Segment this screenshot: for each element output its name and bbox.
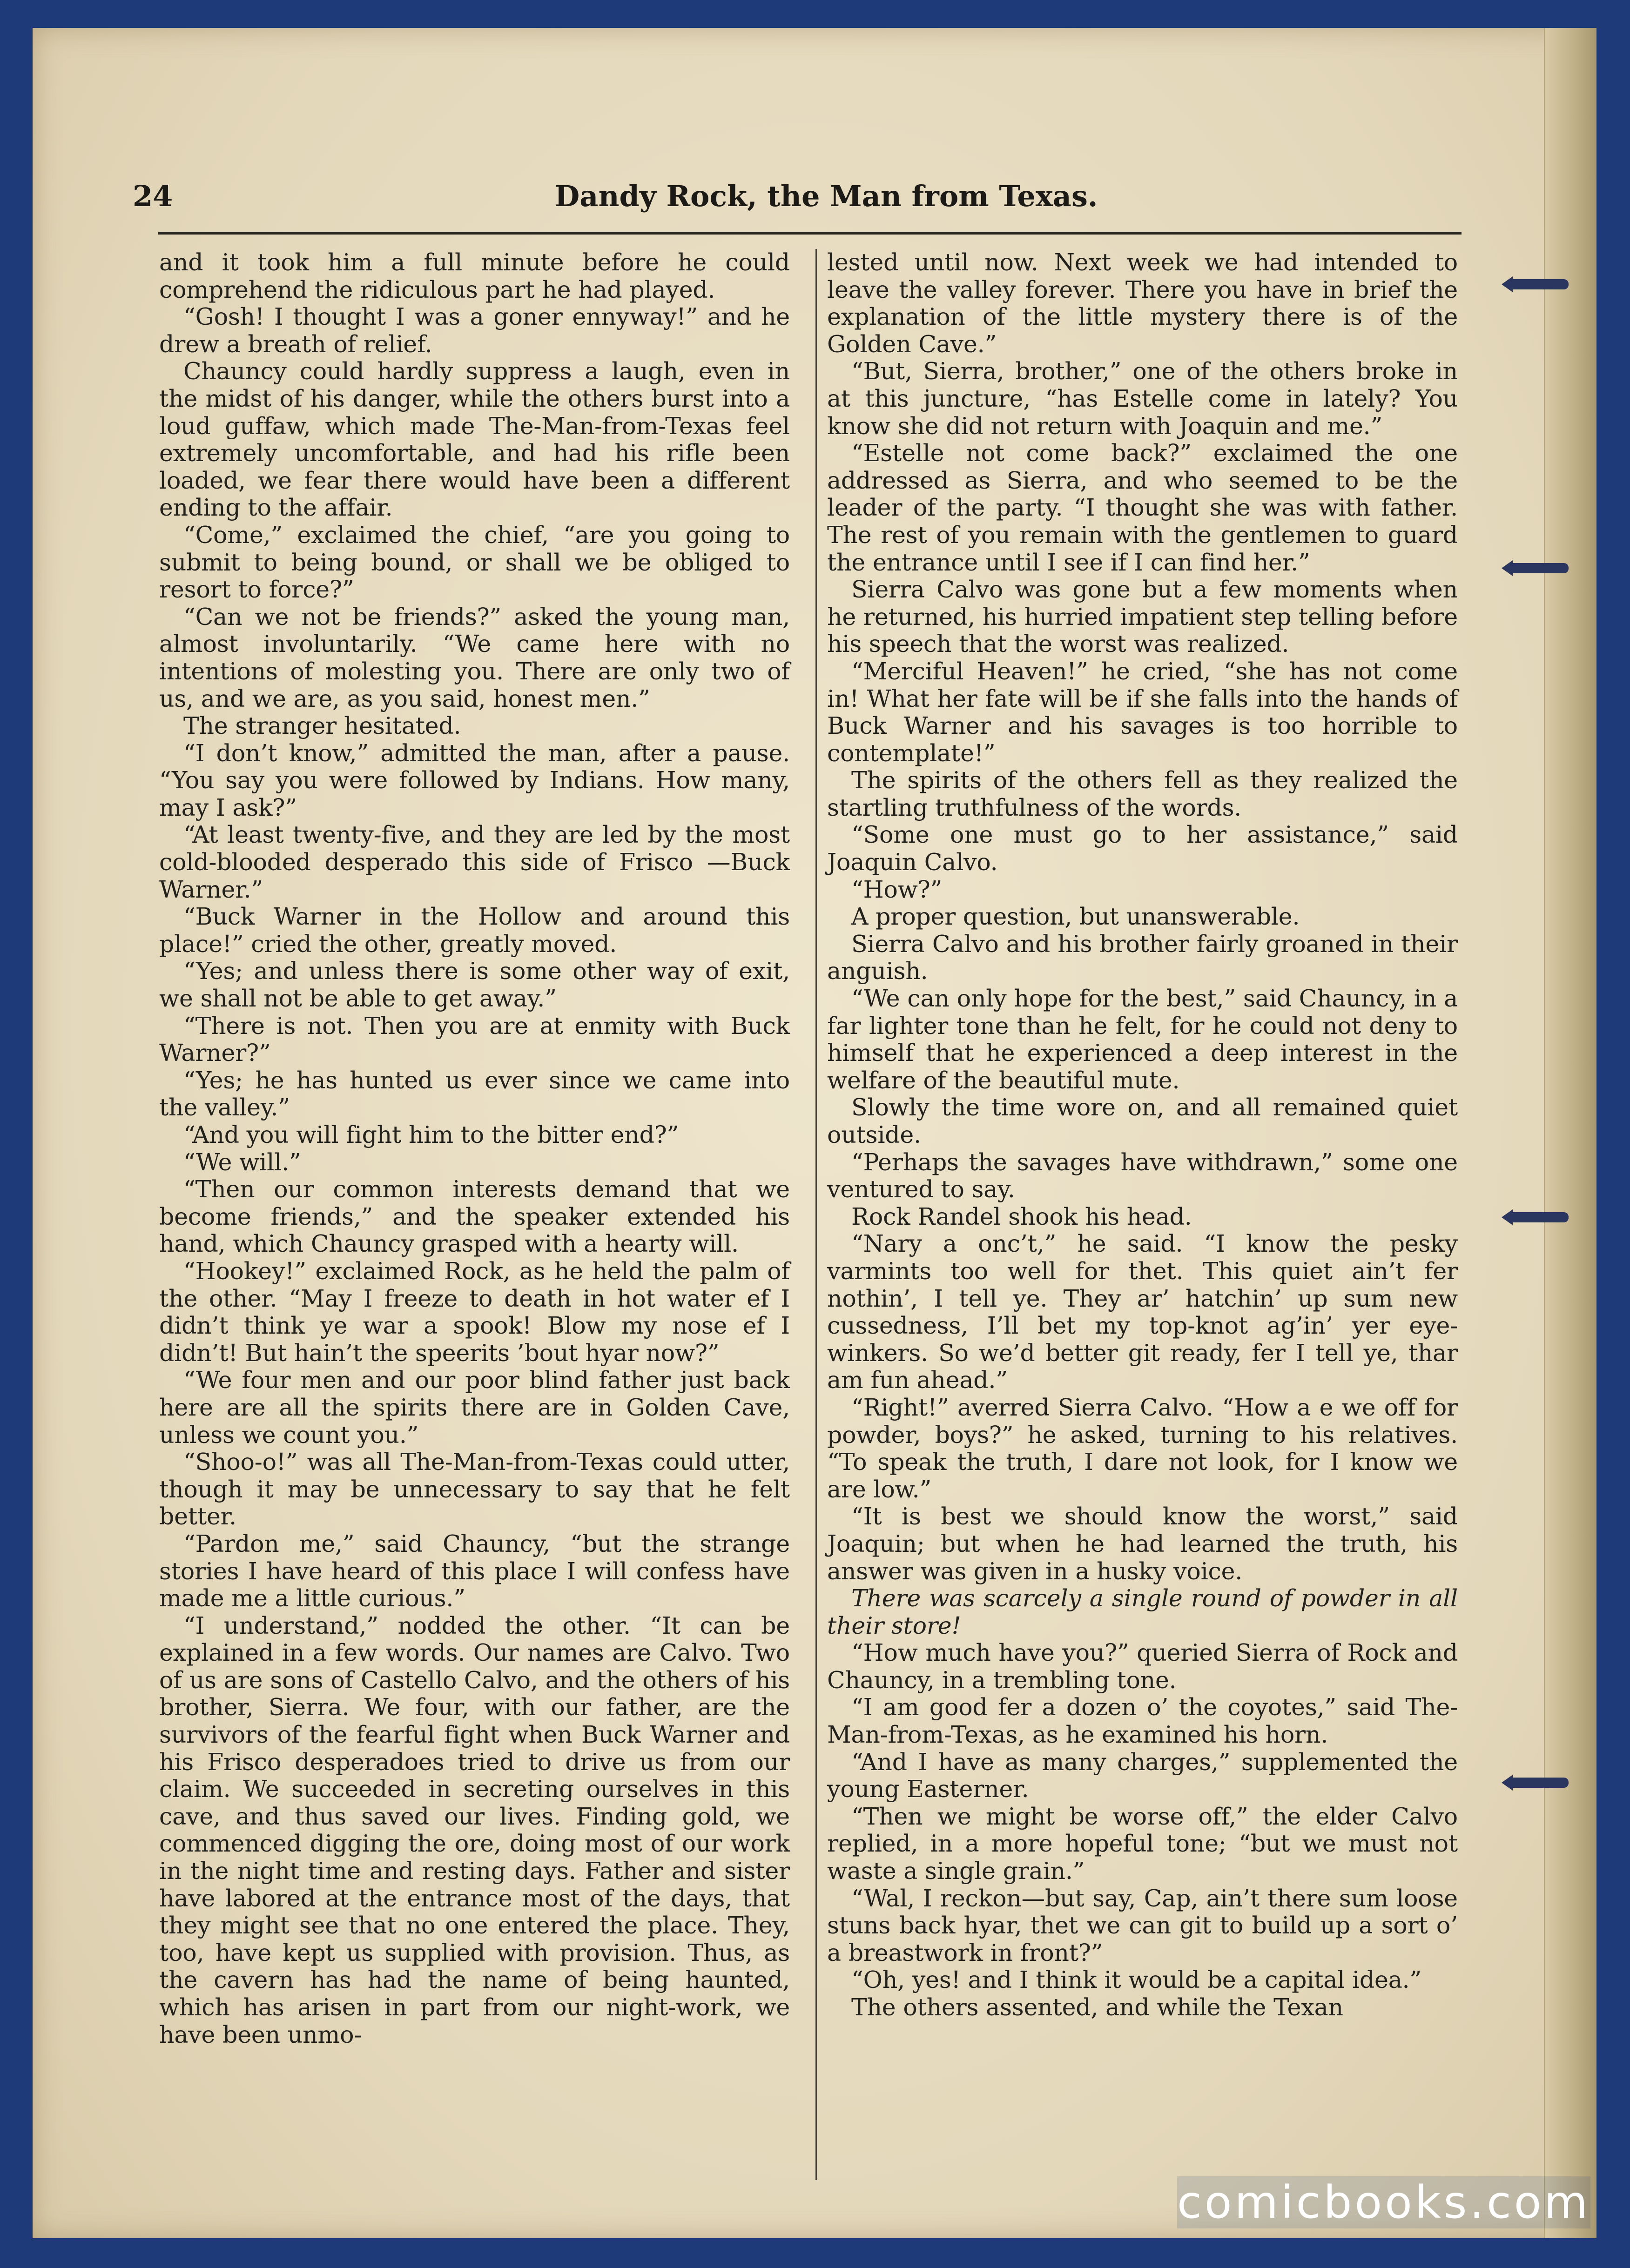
binding-stitch [1508, 279, 1569, 289]
paragraph: “Wal, I reckon—but say, Cap, ain’t there sum loose stuns back hyar, thet we can git to build up a sort o’ a breastwork in front?” [827, 1884, 1458, 1966]
paragraph: “How much have you?” queried Sierra of Rock and Chauncy, in a trembling tone. [827, 1639, 1458, 1694]
paragraph: The spirits of the others fell as they realized the startling truthfulness of the words. [827, 766, 1458, 821]
paragraph: “Yes; and unless there is some other way of exit, we shall not be able to get away.” [159, 957, 790, 1013]
paragraph: “I am good fer a dozen o’ the coyotes,” said The-Man-from-Texas, as he examined his horn. [827, 1693, 1458, 1749]
paragraph: “Hookey!” exclaimed Rock, as he held the palm of the other. “May I freeze to death in hot water ef I didn’t think ye war a spook! Blow my nose ef I didn’t! But hain’t the speerits ’bout hyar now?” [159, 1257, 790, 1367]
paragraph: A proper question, but unanswerable. [851, 903, 1300, 931]
paragraph: “At least twenty-five, and they are led by the most cold-blooded desperado this side of Frisco —Buck Warner.” [159, 821, 790, 903]
paragraph: Rock Randel shook his head. [851, 1202, 1192, 1230]
running-title: Dandy Rock, the Man from Texas. [554, 179, 1098, 213]
left-column [159, 249, 790, 2048]
paragraph: “Oh, yes! and I think it would be a capital idea.” [851, 1966, 1422, 1994]
binding-spine [1544, 28, 1596, 2238]
paragraph: and it took him a full minute before he could comprehend the ridiculous part he had played. [159, 248, 790, 303]
paragraph: “Shoo-o!” was all The-Man-from-Texas could utter, though it may be unnecessary to say that he felt better. [159, 1448, 790, 1530]
paragraph: The others assented, and while the Texan [851, 1993, 1343, 2021]
book-page [33, 28, 1596, 2238]
binding-stitch [1508, 563, 1569, 573]
paragraph: “Estelle not come back?” exclaimed the one addressed as Sierra, and who seemed to be the leader of the party. “I thought she was with father. The rest of you remain with the gentlemen to guard the entrance until I see if I can find her.” [827, 439, 1458, 576]
paragraph: “Buck Warner in the Hollow and around this place!” cried the other, greatly moved. [159, 903, 790, 958]
paragraph: “Yes; he has hunted us ever since we came into the valley.” [159, 1066, 790, 1121]
paragraph: “Some one must go to her assistance,” said Joaquin Calvo. [827, 821, 1458, 876]
right-column [827, 249, 1458, 2021]
paragraph: “How?” [851, 875, 943, 903]
paragraph: “Right!” averred Sierra Calvo. “How a e we off for powder, boys?” he asked, turning to his relatives. “To speak the truth, I dare not look, for I know we are low.” [827, 1393, 1458, 1503]
paragraph: “We will.” [183, 1148, 301, 1176]
header-rule [158, 232, 1462, 235]
paragraph: “Come,” exclaimed the chief, “are you going to submit to being bound, or shall we be obliged to resort to force?” [159, 521, 790, 604]
paragraph: Sierra Calvo and his brother fairly groaned in their anguish. [827, 930, 1458, 985]
paragraph: “I understand,” nodded the other. “It can be explained in a few words. Our names are Calvo. Two of us are sons of Castello Calvo, and the others of his brother, Sierra. We four, with our father, are the survivors of the fearful fight when Buck Warner and his Frisco desperadoes tried to drive us from our claim. We succeeded in secreting ourselves in this cave, and thus saved our lives. Finding gold, we commenced digging the ore, doing most of our work in the night time and resting days. Father and sister have labored at the entrance most of the days, that they might see that no one entered the place. They, too, have kept us supplied with provision. Thus, as the cavern has had the name of being haunted, which has arisen in part from our night-work, we have been unmo- [159, 1611, 790, 2048]
paragraph: The stranger hesitated. [183, 712, 461, 740]
paragraph: “And I have as many charges,” supplemented the young Easterner. [827, 1748, 1458, 1803]
paragraph: Sierra Calvo was gone but a few moments when he returned, his hurried impatient step telling before his speech that the worst was realized. [827, 576, 1458, 658]
site-watermark: comicbooks.com [1177, 2176, 1590, 2228]
paragraph: Slowly the time wore on, and all remained quiet outside. [827, 1094, 1458, 1148]
paragraph: “But, Sierra, brother,” one of the others broke in at this juncture, “has Estelle come in lately? You know she did not return with Joaquin and me.” [827, 357, 1458, 440]
paragraph: “And you will fight him to the bitter end?” [183, 1121, 679, 1148]
paragraph: “Merciful Heaven!” he cried, “she has not come in! What her fate will be if she falls into the hands of Buck Warner and his savages is too horrible to contemplate!” [827, 657, 1458, 767]
paragraph: There was scarcely a single round of powder in all their store! [827, 1584, 1458, 1639]
paragraph: “It is best we should know the worst,” said Joaquin; but when he had learned the truth, his answer was given in a husky voice. [827, 1503, 1458, 1585]
paragraph: “We can only hope for the best,” said Chauncy, in a far lighter tone than he felt, for he could not deny to himself that he experienced a deep interest in the welfare of the beautiful mute. [827, 985, 1458, 1094]
paragraph: “Then our common interests demand that we become friends,” and the speaker extended his hand, which Chauncy grasped with a hearty will. [159, 1175, 790, 1258]
page-number: 24 [133, 179, 173, 213]
paragraph: “Pardon me,” said Chauncy, “but the strange stories I have heard of this place I will confess have made me a little curious.” [159, 1530, 790, 1612]
paragraph: “I don’t know,” admitted the man, after a pause. “You say you were followed by Indians. How many, may I ask?” [159, 739, 790, 821]
paragraph: “Perhaps the savages have withdrawn,” some one ventured to say. [827, 1148, 1458, 1203]
paragraph: Chauncy could hardly suppress a laugh, even in the midst of his danger, while the others burst into a loud guffaw, which made The-Man-from-Texas feel extremely uncomfortable, and had his rifle been loaded, we fear there would have been a different ending to the affair. [159, 357, 790, 522]
paragraph: lested until now. Next week we had intended to leave the valley forever. There you have in brief the explanation of the little mystery there is of the Golden Cave.” [827, 248, 1458, 358]
binding-stitch [1508, 1212, 1569, 1222]
paragraph: “Gosh! I thought I was a goner ennyway!” and he drew a breath of relief. [159, 303, 790, 358]
binding-stitch [1508, 1778, 1569, 1788]
paragraph: “Then we might be worse off,” the elder Calvo replied, in a more hopeful tone; “but we must not waste a single grain.” [827, 1802, 1458, 1885]
paragraph: “Can we not be friends?” asked the young man, almost involuntarily. “We came here with no intentions of molesting you. There are only two of us, and we are, as you said, honest men.” [159, 603, 790, 712]
column-divider [815, 249, 817, 2180]
paragraph: “There is not. Then you are at enmity with Buck Warner?” [159, 1012, 790, 1067]
paragraph: “We four men and our poor blind father just back here are all the spirits there are in Golden Cave, unless we count you.” [159, 1366, 790, 1449]
paragraph: “Nary a onc’t,” he said. “I know the pesky varmints too well for thet. This quiet ain’t fer nothin’, I tell ye. They ar’ hatchin’ up sum new cussedness, I’ll bet my top-knot ag’in’ yer eye-winkers. So we’d better git ready, fer I tell ye, thar am fun ahead.” [827, 1230, 1458, 1394]
page-header [133, 174, 1464, 226]
